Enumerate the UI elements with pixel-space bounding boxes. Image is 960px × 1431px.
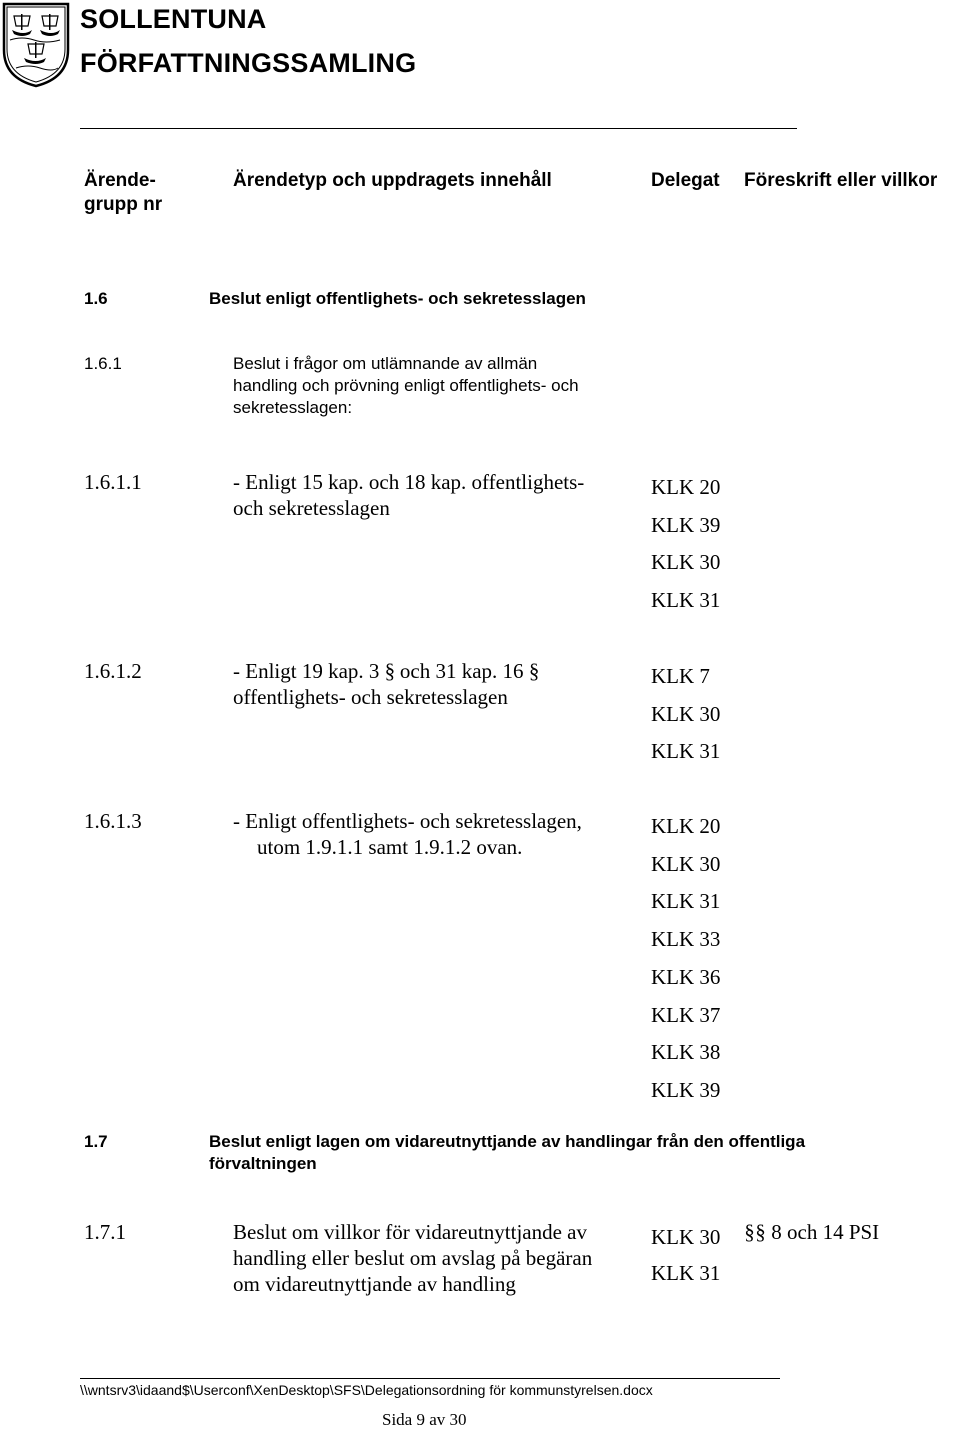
delegate-code: KLK 31	[651, 889, 721, 914]
item-description	[233, 808, 582, 860]
item-number: 1.7.1	[84, 1220, 126, 1244]
section-number: 1.6	[84, 289, 108, 308]
delegate-code: KLK 33	[651, 927, 721, 952]
section-title-line: förvaltningen	[209, 1154, 317, 1173]
item-number: 1.6.1	[84, 354, 122, 373]
document-file-path: \\wntsrv3\idaand$\Userconf\XenDesktop\SFS\Delegationsordning för kommunstyrelsen.docx	[80, 1382, 653, 1398]
delegate-list	[651, 808, 720, 1110]
delegate-list	[651, 1219, 720, 1291]
item-description	[233, 658, 539, 710]
delegate-code: KLK 31	[651, 588, 721, 613]
delegate-code: KLK 30	[651, 1225, 721, 1249]
delegate-list	[651, 469, 720, 620]
item-number: 1.6.1.1	[84, 470, 142, 494]
item-description-line: handling eller beslut om avslag på begäran	[233, 1246, 593, 1270]
delegate-code: KLK 30	[651, 701, 721, 726]
section-sign-icon: §	[744, 1220, 755, 1244]
header-divider	[80, 128, 797, 129]
item-description-line: - Enligt offentlighets- och sekretesslagen,	[233, 809, 582, 833]
item-description-line: Beslut om villkor för vidareutnyttjande av	[233, 1220, 588, 1244]
column-header-group-line2: grupp nr	[84, 194, 163, 215]
item-description	[233, 1219, 592, 1297]
item-description-line: offentlighets- och sekretesslagen	[233, 685, 508, 709]
delegate-code: KLK 20	[651, 814, 721, 838]
organization-name: SOLLENTUNA	[80, 4, 267, 34]
item-description-line: om vidareutnyttjande av handling	[233, 1272, 516, 1296]
section-title-line: Beslut enligt lagen om vidareutnyttjande av handlingar från den offentliga	[209, 1132, 806, 1151]
section-sign-icon: §	[528, 659, 540, 683]
delegate-code: KLK 37	[651, 1002, 721, 1027]
section-title	[209, 1131, 805, 1175]
delegate-list	[651, 658, 720, 771]
delegate-code: KLK 36	[651, 964, 721, 989]
delegate-code: KLK 20	[651, 475, 721, 499]
delegate-code: KLK 31	[651, 739, 721, 764]
item-description-text: - Enligt 19 kap. 3	[233, 659, 385, 683]
item-description-line: - Enligt 15 kap. och 18 kap. offentlighets-	[233, 470, 585, 494]
section-number: 1.7	[84, 1132, 108, 1151]
delegate-code: KLK 31	[651, 1261, 721, 1285]
item-description	[233, 353, 579, 419]
column-header-type: Ärendetyp och uppdragets innehåll	[233, 170, 552, 191]
item-number: 1.6.1.2	[84, 659, 142, 683]
column-header-group-line1: Ärende-	[84, 170, 156, 191]
delegate-code: KLK 7	[651, 664, 710, 688]
delegate-code: KLK 39	[651, 1077, 721, 1102]
provision-text	[744, 1219, 879, 1245]
provision-value: 8 och 14 PSI	[766, 1220, 880, 1244]
item-description-line: handling och prövning enligt offentlighets- och	[233, 376, 579, 395]
coat-of-arms-logo	[2, 2, 70, 88]
delegate-code: KLK 30	[651, 550, 721, 575]
item-description	[233, 469, 584, 521]
page-number: Sida 9 av 30	[382, 1410, 467, 1429]
item-description-text: och 31 kap. 16	[394, 659, 529, 683]
section-sign-icon: §	[755, 1220, 766, 1244]
column-header-delegate: Delegat	[651, 170, 720, 191]
collection-title: FÖRFATTNINGSSAMLING	[80, 48, 417, 78]
item-description-line: utom 1.9.1.1 samt 1.9.1.2 ovan.	[257, 835, 523, 859]
column-header-provision: Föreskrift eller villkor	[744, 170, 938, 191]
item-description-line: Beslut i frågor om utlämnande av allmän	[233, 354, 538, 373]
item-number: 1.6.1.3	[84, 809, 142, 833]
column-header-group	[84, 169, 162, 217]
delegate-code: KLK 39	[651, 512, 721, 537]
section-title: Beslut enligt offentlighets- och sekretesslagen	[209, 289, 586, 308]
delegate-code: KLK 38	[651, 1040, 721, 1065]
delegate-code: KLK 30	[651, 851, 721, 876]
item-description-line: sekretesslagen:	[233, 398, 353, 417]
footer-divider	[80, 1378, 780, 1379]
section-sign-icon: §	[384, 659, 396, 683]
item-description-line: och sekretesslagen	[233, 496, 390, 520]
